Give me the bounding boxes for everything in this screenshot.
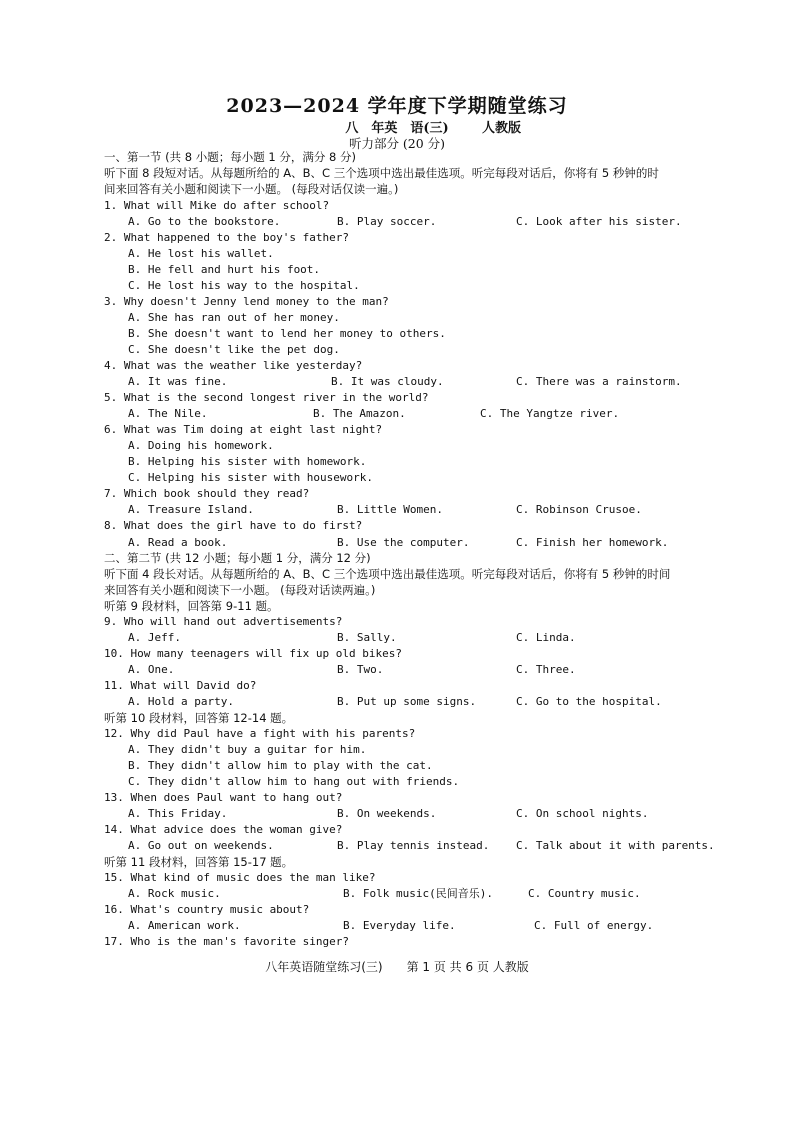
option-16a: A. American work.: [128, 919, 241, 932]
question-10: 10. How many teenagers will fix up old bikes?: [104, 647, 403, 660]
material-9-note: 听第 9 段材料，回答第 9-11 题。: [104, 599, 279, 613]
option-10b: B. Two.: [337, 663, 384, 676]
question-13: 13. When does Paul want to hang out?: [104, 791, 343, 804]
option-13b: B. On weekends.: [337, 807, 437, 820]
option-9c: C. Linda.: [516, 631, 576, 644]
option-7a: A. Treasure Island.: [128, 503, 254, 516]
option-5c: C. The Yangtze river.: [480, 407, 620, 420]
option-5a: A. The Nile.: [128, 407, 208, 420]
option-4b: B. It was cloudy.: [331, 375, 444, 388]
question-2: 2. What happened to the boy's father?: [104, 231, 350, 244]
option-1b: B. Play soccer.: [337, 215, 437, 228]
option-13c: C. On school nights.: [516, 807, 649, 820]
option-4a: A. It was fine.: [128, 375, 228, 388]
option-16b: B. Everyday life.: [343, 919, 456, 932]
option-3c: C. She doesn't like the pet dog.: [128, 343, 340, 356]
option-7c: C. Robinson Crusoe.: [516, 503, 642, 516]
question-11: 11. What will David do?: [104, 679, 257, 692]
part1-heading: 一、第一节 (共 8 小题；每小题 1 分，满分 8 分): [104, 150, 357, 164]
option-11b: B. Put up some signs.: [337, 695, 477, 708]
listening-section-title: 听力部分 (20 分): [348, 136, 446, 151]
page-footer: 八年英语随堂练习(三) 第 1 页 共 6 页 人教版: [265, 960, 529, 974]
option-10a: A. One.: [128, 663, 175, 676]
question-17: 17. Who is the man's favorite singer?: [104, 935, 350, 948]
question-12: 12. Why did Paul have a fight with his parents?: [104, 727, 416, 740]
option-16c: C. Full of energy.: [534, 919, 654, 932]
option-9a: A. Jeff.: [128, 631, 181, 644]
option-6a: A. Doing his homework.: [128, 439, 274, 452]
part2-instruction-cont: 来回答有关小题和阅读下一小题。 (每段对话读两遍。): [104, 583, 376, 597]
option-2c: C. He lost his way to the hospital.: [128, 279, 360, 292]
material-10-note: 听第 10 段材料，回答第 12-14 题。: [104, 711, 294, 725]
option-14a: A. Go out on weekends.: [128, 839, 274, 852]
option-12c: C. They didn't allow him to hang out with friends.: [128, 775, 460, 788]
material-11-note: 听第 11 段材料，回答第 15-17 题。: [104, 855, 294, 869]
option-6c: C. Helping his sister with housework.: [128, 471, 374, 484]
exam-title: 2023—2024 学年度下学期随堂练习: [226, 95, 568, 117]
option-6b: B. Helping his sister with homework.: [128, 455, 367, 468]
question-7: 7. Which book should they read?: [104, 487, 310, 500]
part1-instruction: 听下面 8 段短对话。从每题所给的 A、B、C 三个选项中选出最佳选项。听完每段对话后，你将有 5 秒钟的时: [104, 166, 659, 180]
question-4: 4. What was the weather like yesterday?: [104, 359, 363, 372]
part2-instruction: 听下面 4 段长对话。从每题所给的 A、B、C 三个选项中选出最佳选项。听完每段对话后，你将有 5 秒钟的时间: [104, 567, 671, 581]
option-11c: C. Go to the hospital.: [516, 695, 662, 708]
option-8c: C. Finish her homework.: [516, 536, 669, 549]
option-3a: A. She has ran out of her money.: [128, 311, 340, 324]
option-11a: A. Hold a party.: [128, 695, 234, 708]
question-9: 9. Who will hand out advertisements?: [104, 615, 343, 628]
option-3b: B. She doesn't want to lend her money to others.: [128, 327, 446, 340]
question-1: 1. What will Mike do after school?: [104, 199, 330, 212]
option-1c: C. Look after his sister.: [516, 215, 682, 228]
question-6: 6. What was Tim doing at eight last night?: [104, 423, 383, 436]
option-4c: C. There was a rainstorm.: [516, 375, 682, 388]
option-14c: C. Talk about it with parents.: [516, 839, 715, 852]
grade-subject: 八 年英 语(三): [345, 121, 449, 136]
question-5: 5. What is the second longest river in the world?: [104, 391, 429, 404]
option-2b: B. He fell and hurt his foot.: [128, 263, 321, 276]
option-15a: A. Rock music.: [128, 887, 221, 900]
edition-label: 人教版: [482, 121, 522, 136]
question-14: 14. What advice does the woman give?: [104, 823, 343, 836]
option-12b: B. They didn't allow him to play with the cat.: [128, 759, 433, 772]
option-15b: B. Folk music(民间音乐).: [343, 887, 493, 900]
option-10c: C. Three.: [516, 663, 576, 676]
option-13a: A. This Friday.: [128, 807, 228, 820]
part1-instruction-cont: 间来回答有关小题和阅读下一小题。 (每段对话仅读一遍。): [104, 182, 399, 196]
option-14b: B. Play tennis instead.: [337, 839, 490, 852]
question-16: 16. What's country music about?: [104, 903, 310, 916]
question-15: 15. What kind of music does the man like?: [104, 871, 376, 884]
option-8b: B. Use the computer.: [337, 536, 470, 549]
option-15c: C. Country music.: [528, 887, 641, 900]
part2-heading: 二、第二节 (共 12 小题；每小题 1 分，满分 12 分): [104, 551, 371, 565]
option-9b: B. Sally.: [337, 631, 397, 644]
question-3: 3. Why doesn't Jenny lend money to the man?: [104, 295, 389, 308]
option-12a: A. They didn't buy a guitar for him.: [128, 743, 367, 756]
question-8: 8. What does the girl have to do first?: [104, 519, 363, 532]
option-5b: B. The Amazon.: [313, 407, 406, 420]
option-8a: A. Read a book.: [128, 536, 228, 549]
option-2a: A. He lost his wallet.: [128, 247, 274, 260]
option-7b: B. Little Women.: [337, 503, 443, 516]
option-1a: A. Go to the bookstore.: [128, 215, 281, 228]
